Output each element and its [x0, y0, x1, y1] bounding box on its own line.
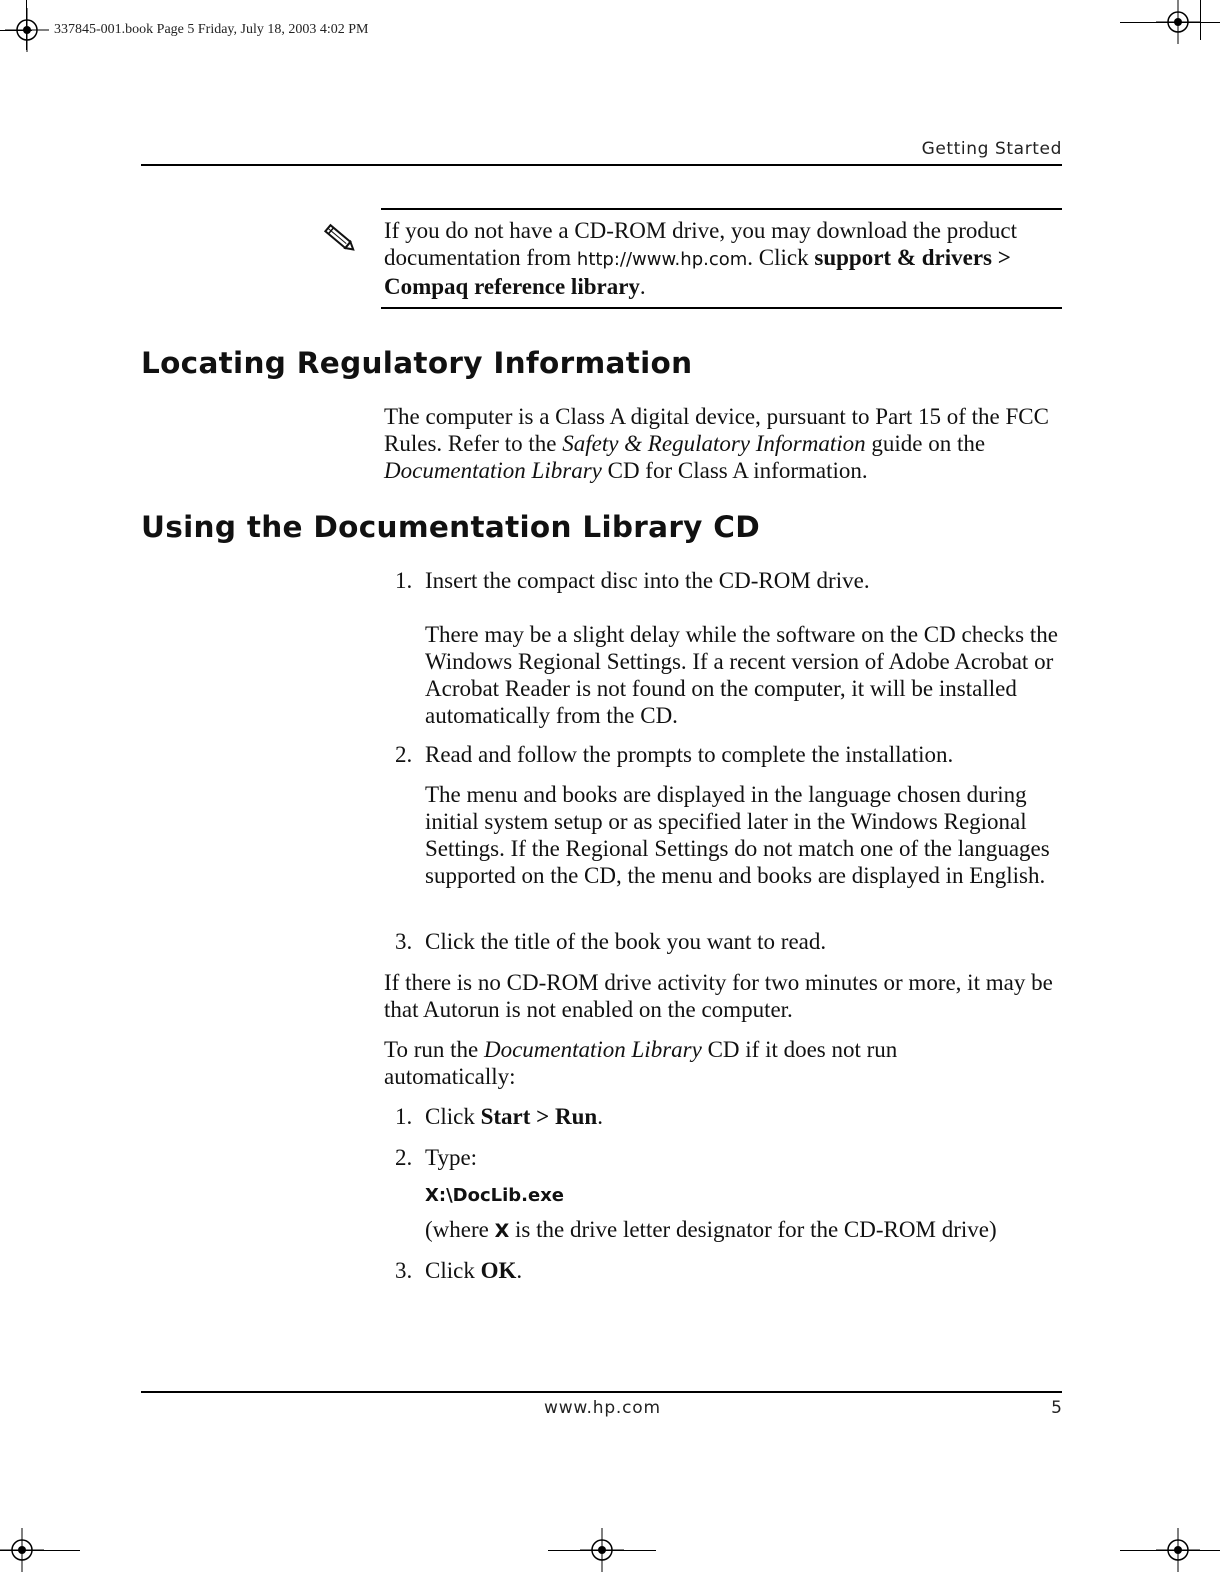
text-part: The computer is a Class A digital device, pursuant to Part 15 of the FCC Rules. Refer to the	[384, 404, 1049, 456]
text-part: CD if it does not run automatically:	[384, 1037, 898, 1089]
step-text: Click the title of the book you want to read.	[425, 929, 827, 954]
crop-line	[0, 30, 32, 31]
step-text: Read and follow the prompts to complete the installation.	[425, 742, 954, 767]
step-text	[425, 1257, 1075, 1284]
printer-slug: 337845-001.book Page 5 Friday, July 18, 2003 4:02 PM	[54, 22, 369, 37]
footer-rule	[141, 1391, 1062, 1393]
crop-line	[1120, 1550, 1220, 1551]
page-number: 5	[1051, 1398, 1062, 1418]
step-number: 1.	[395, 568, 413, 593]
crop-line	[26, 0, 27, 50]
menu-path: support & drivers > Compaq reference library	[384, 245, 1011, 299]
note-bottom-rule	[381, 307, 1062, 309]
pencil-note-icon	[318, 220, 358, 261]
step-number: 1.	[395, 1104, 413, 1129]
crop-line	[1120, 22, 1220, 23]
section-heading-doc-library: Using the Documentation Library CD	[141, 510, 761, 544]
command-text: X:\DocLib.exe	[425, 1185, 565, 1206]
footer-url: www.hp.com	[544, 1398, 661, 1418]
note-text	[384, 217, 1074, 300]
menu-path: Start > Run	[480, 1104, 598, 1129]
step-text: Insert the compact disc into the CD-ROM drive.	[425, 568, 870, 593]
header-rule	[141, 164, 1062, 166]
section-heading-regulatory: Locating Regulatory Information	[141, 346, 693, 380]
text-part: .	[516, 1258, 523, 1283]
regulatory-paragraph	[384, 403, 1074, 484]
text-part: guide on the	[865, 431, 986, 456]
drive-letter: X	[494, 1220, 510, 1242]
crop-line	[548, 1550, 656, 1551]
crop-line	[1200, 0, 1201, 40]
run-manually-paragraph	[384, 1036, 964, 1090]
running-head: Getting Started	[921, 139, 1062, 159]
step-text: Type:	[425, 1145, 478, 1170]
crop-line	[0, 1550, 80, 1551]
text-part: (where	[425, 1217, 495, 1242]
note-top-rule	[381, 208, 1062, 210]
ok-label: OK	[480, 1258, 517, 1283]
step-detail: There may be a slight delay while the software on the CD checks the Windows Regional Settings. If a recent version of Adobe Acrobat or Acrobat Reader is not found on the computer, it will be installed automatically from the CD.	[425, 622, 1058, 728]
step-number: 2.	[395, 1145, 413, 1170]
step-text	[425, 1103, 1075, 1130]
step-number: 2.	[395, 742, 413, 767]
step-number: 3.	[395, 929, 413, 954]
text-part: is the drive letter designator for the CD-ROM drive)	[509, 1217, 997, 1242]
note-text-part: If you do not have a CD-ROM drive, you may download the product documentation from	[384, 218, 1018, 270]
guide-title: Safety & Regulatory Information	[562, 431, 866, 456]
text-part: Click	[425, 1258, 481, 1283]
text-part: Click	[425, 1104, 481, 1129]
text-part: CD for Class A information.	[601, 458, 868, 483]
autorun-paragraph: If there is no CD-ROM drive activity for two minutes or more, it may be that Autorun is not enabled on the computer.	[384, 970, 1053, 1022]
step-number: 3.	[395, 1258, 413, 1283]
cd-title: Documentation Library	[384, 458, 602, 483]
note-text-part: . Click	[747, 245, 815, 270]
text-part: .	[597, 1104, 603, 1129]
hp-url-link[interactable]: http://www.hp.com	[576, 249, 748, 270]
step-detail: The menu and books are displayed in the language chosen during initial system setup or as specified later in the Windows Regional Settings. If the Regional Settings do not match one of the languages supported on the CD, the menu and books are displayed in English.	[425, 782, 1050, 888]
step-detail	[425, 1216, 1075, 1245]
note-text-part: .	[639, 274, 646, 299]
text-part: To run the	[384, 1037, 484, 1062]
cd-title: Documentation Library	[483, 1037, 702, 1062]
